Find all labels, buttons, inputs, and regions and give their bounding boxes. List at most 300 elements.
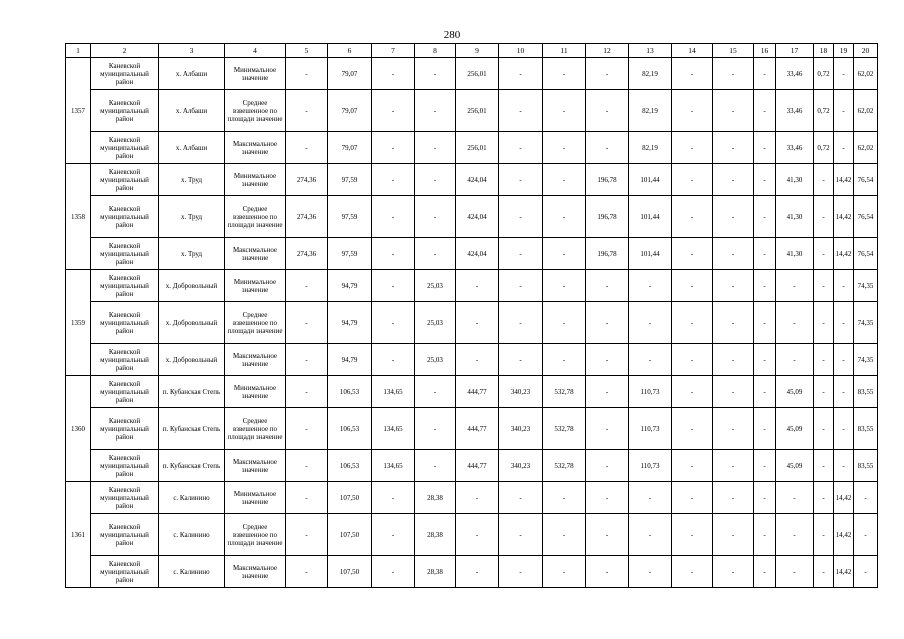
value-cell: - xyxy=(586,58,629,90)
value-cell: - xyxy=(415,408,456,450)
value-cell: 94,79 xyxy=(328,270,372,302)
value-cell: - xyxy=(814,450,834,482)
value-cell: 94,79 xyxy=(328,344,372,376)
settlement-cell: с. Калинино xyxy=(159,514,225,556)
value-cell: - xyxy=(499,132,543,164)
value-cell: - xyxy=(415,164,456,196)
value-cell: - xyxy=(415,376,456,408)
settlement-cell: х. Албаши xyxy=(159,58,225,90)
value-cell: - xyxy=(372,90,415,132)
table-row xyxy=(66,408,878,450)
value-cell: 196,78 xyxy=(586,164,629,196)
value-cell: - xyxy=(372,58,415,90)
value-cell: 79,07 xyxy=(328,90,372,132)
value-cell: - xyxy=(456,482,499,514)
value-cell: - xyxy=(672,238,713,270)
value-cell: - xyxy=(372,238,415,270)
table-row xyxy=(66,58,878,90)
value-cell: - xyxy=(713,238,754,270)
value-cell: - xyxy=(372,164,415,196)
value-cell: - xyxy=(672,196,713,238)
value-cell: - xyxy=(754,482,776,514)
value-cell: - xyxy=(754,164,776,196)
value-cell: - xyxy=(415,238,456,270)
value-cell: 101,44 xyxy=(629,238,672,270)
value-cell: - xyxy=(713,164,754,196)
row-number-cell: 1359 xyxy=(66,270,91,376)
settlement-cell: х. Труд xyxy=(159,164,225,196)
value-cell: - xyxy=(456,556,499,588)
value-cell: - xyxy=(543,58,586,90)
value-cell: - xyxy=(814,344,834,376)
value-cell: 0,72 xyxy=(814,90,834,132)
column-header: 18 xyxy=(814,44,834,58)
column-header: 12 xyxy=(586,44,629,58)
value-cell: 74,35 xyxy=(854,302,878,344)
value-cell: - xyxy=(543,270,586,302)
value-cell: 106,53 xyxy=(328,408,372,450)
district-cell: Каневской муниципальный район xyxy=(91,302,159,344)
value-cell: - xyxy=(814,376,834,408)
value-cell: - xyxy=(672,482,713,514)
value-cell: - xyxy=(372,556,415,588)
column-header: 13 xyxy=(629,44,672,58)
value-cell: 101,44 xyxy=(629,196,672,238)
value-cell: - xyxy=(286,302,328,344)
value-cell: - xyxy=(713,132,754,164)
value-cell: - xyxy=(713,556,754,588)
settlement-cell: п. Кубанская Степь xyxy=(159,408,225,450)
value-cell: 74,35 xyxy=(854,270,878,302)
value-cell: - xyxy=(372,270,415,302)
value-cell: - xyxy=(499,270,543,302)
value-cell: - xyxy=(286,132,328,164)
value-cell: - xyxy=(854,556,878,588)
value-cell: - xyxy=(286,408,328,450)
value-cell: 424,04 xyxy=(456,164,499,196)
value-cell: 256,01 xyxy=(456,58,499,90)
value-cell: - xyxy=(629,556,672,588)
value-cell: 83,55 xyxy=(854,376,878,408)
district-cell: Каневской муниципальный район xyxy=(91,482,159,514)
value-cell: 274,36 xyxy=(286,164,328,196)
settlement-cell: п. Кубанская Степь xyxy=(159,450,225,482)
value-cell: - xyxy=(499,164,543,196)
value-cell: - xyxy=(543,90,586,132)
settlement-cell: х. Добровольный xyxy=(159,270,225,302)
value-cell: - xyxy=(754,90,776,132)
value-cell: - xyxy=(854,514,878,556)
value-cell: - xyxy=(586,482,629,514)
value-cell: - xyxy=(854,482,878,514)
value-cell: 274,36 xyxy=(286,238,328,270)
value-cell: - xyxy=(754,450,776,482)
column-header: 9 xyxy=(456,44,499,58)
value-cell: - xyxy=(713,408,754,450)
value-cell: - xyxy=(814,270,834,302)
table-row xyxy=(66,556,878,588)
value-cell: - xyxy=(672,556,713,588)
value-cell: 82,19 xyxy=(629,132,672,164)
value-cell: - xyxy=(543,238,586,270)
value-cell: - xyxy=(629,270,672,302)
value-cell: 532,78 xyxy=(543,450,586,482)
value-cell: 25,03 xyxy=(415,344,456,376)
value-cell: - xyxy=(586,556,629,588)
value-cell: - xyxy=(586,344,629,376)
value-cell: 41,30 xyxy=(776,238,814,270)
value-cell: - xyxy=(543,556,586,588)
value-cell: 196,78 xyxy=(586,238,629,270)
district-cell: Каневской муниципальный район xyxy=(91,58,159,90)
value-cell: 28,38 xyxy=(415,482,456,514)
value-cell: - xyxy=(754,514,776,556)
value-cell: - xyxy=(286,514,328,556)
value-type-cell: Минимальное значение xyxy=(225,58,286,90)
value-cell: 532,78 xyxy=(543,376,586,408)
table-row xyxy=(66,450,878,482)
district-cell: Каневской муниципальный район xyxy=(91,90,159,132)
value-cell: 134,65 xyxy=(372,408,415,450)
value-cell: - xyxy=(372,132,415,164)
value-cell: 45,09 xyxy=(776,376,814,408)
value-cell: - xyxy=(776,482,814,514)
column-header: 10 xyxy=(499,44,543,58)
value-cell: - xyxy=(776,514,814,556)
table-row xyxy=(66,270,878,302)
value-cell: - xyxy=(834,58,854,90)
value-cell: - xyxy=(372,514,415,556)
value-type-cell: Минимальное значение xyxy=(225,270,286,302)
value-cell: - xyxy=(672,408,713,450)
district-cell: Каневской муниципальный район xyxy=(91,376,159,408)
table-row xyxy=(66,132,878,164)
value-type-cell: Максимальное значение xyxy=(225,450,286,482)
value-cell: 101,44 xyxy=(629,164,672,196)
value-cell: - xyxy=(834,376,854,408)
column-header: 8 xyxy=(415,44,456,58)
value-cell: 76,54 xyxy=(854,238,878,270)
value-cell: - xyxy=(672,344,713,376)
value-cell: 76,54 xyxy=(854,196,878,238)
value-cell: 83,55 xyxy=(854,450,878,482)
value-cell: - xyxy=(415,196,456,238)
value-cell: 33,46 xyxy=(776,90,814,132)
value-cell: - xyxy=(814,514,834,556)
value-cell: - xyxy=(586,302,629,344)
value-cell: 83,55 xyxy=(854,408,878,450)
district-cell: Каневской муниципальный район xyxy=(91,164,159,196)
value-cell: - xyxy=(456,344,499,376)
value-cell: 14,42 xyxy=(834,238,854,270)
value-cell: 45,09 xyxy=(776,450,814,482)
district-cell: Каневской муниципальный район xyxy=(91,344,159,376)
value-cell: - xyxy=(776,556,814,588)
district-cell: Каневской муниципальный район xyxy=(91,132,159,164)
value-cell: 79,07 xyxy=(328,58,372,90)
value-cell: - xyxy=(754,132,776,164)
value-cell: - xyxy=(499,302,543,344)
value-cell: - xyxy=(372,196,415,238)
value-cell: - xyxy=(415,132,456,164)
column-header: 15 xyxy=(713,44,754,58)
row-number-cell: 1361 xyxy=(66,482,91,588)
value-cell: - xyxy=(672,302,713,344)
value-cell: 14,42 xyxy=(834,482,854,514)
value-cell: - xyxy=(814,408,834,450)
settlement-cell: х. Труд xyxy=(159,238,225,270)
settlement-cell: х. Албаши xyxy=(159,132,225,164)
value-cell: 28,38 xyxy=(415,556,456,588)
value-cell: 424,04 xyxy=(456,238,499,270)
value-cell: 28,38 xyxy=(415,514,456,556)
row-number-cell: 1358 xyxy=(66,164,91,270)
value-cell: - xyxy=(372,482,415,514)
value-cell: - xyxy=(286,482,328,514)
value-cell: - xyxy=(754,58,776,90)
value-cell: - xyxy=(543,344,586,376)
district-cell: Каневской муниципальный район xyxy=(91,408,159,450)
value-cell: - xyxy=(754,408,776,450)
column-header: 17 xyxy=(776,44,814,58)
value-type-cell: Максимальное значение xyxy=(225,556,286,588)
value-cell: 14,42 xyxy=(834,514,854,556)
value-cell: - xyxy=(713,376,754,408)
value-cell: - xyxy=(672,164,713,196)
value-cell: - xyxy=(286,376,328,408)
value-cell: - xyxy=(834,132,854,164)
value-cell: - xyxy=(754,270,776,302)
value-cell: - xyxy=(713,58,754,90)
value-cell: - xyxy=(713,196,754,238)
value-cell: - xyxy=(776,302,814,344)
value-type-cell: Минимальное значение xyxy=(225,376,286,408)
value-cell: - xyxy=(834,302,854,344)
table-row xyxy=(66,164,878,196)
value-cell: 74,35 xyxy=(854,344,878,376)
value-cell: - xyxy=(286,58,328,90)
value-cell: 14,42 xyxy=(834,164,854,196)
value-cell: - xyxy=(499,58,543,90)
header-row xyxy=(66,44,878,58)
value-cell: - xyxy=(754,556,776,588)
value-cell: 0,72 xyxy=(814,132,834,164)
value-type-cell: Минимальное значение xyxy=(225,164,286,196)
column-header: 11 xyxy=(543,44,586,58)
settlement-cell: с. Калинино xyxy=(159,482,225,514)
column-header: 4 xyxy=(225,44,286,58)
value-cell: 33,46 xyxy=(776,132,814,164)
value-cell: - xyxy=(586,408,629,450)
value-cell: 45,09 xyxy=(776,408,814,450)
value-cell: - xyxy=(499,238,543,270)
value-cell: - xyxy=(713,344,754,376)
value-cell: - xyxy=(586,132,629,164)
value-cell: - xyxy=(814,482,834,514)
value-cell: - xyxy=(629,302,672,344)
value-cell: - xyxy=(834,408,854,450)
value-type-cell: Максимальное значение xyxy=(225,238,286,270)
value-cell: - xyxy=(713,450,754,482)
value-type-cell: Среднее взвешенное по площади значение xyxy=(225,196,286,238)
value-cell: 79,07 xyxy=(328,132,372,164)
value-cell: 97,59 xyxy=(328,238,372,270)
value-cell: - xyxy=(629,514,672,556)
table-row xyxy=(66,302,878,344)
value-cell: 444,77 xyxy=(456,408,499,450)
column-header: 16 xyxy=(754,44,776,58)
table-row xyxy=(66,238,878,270)
value-type-cell: Среднее взвешенное по площади значение xyxy=(225,90,286,132)
value-cell: - xyxy=(713,482,754,514)
value-type-cell: Среднее взвешенное по площади значение xyxy=(225,408,286,450)
value-cell: - xyxy=(834,90,854,132)
value-cell: - xyxy=(456,514,499,556)
value-cell: 340,23 xyxy=(499,376,543,408)
value-cell: 444,77 xyxy=(456,376,499,408)
value-cell: 25,03 xyxy=(415,302,456,344)
value-cell: - xyxy=(814,238,834,270)
district-cell: Каневской муниципальный район xyxy=(91,450,159,482)
value-cell: 134,65 xyxy=(372,450,415,482)
value-cell: 106,53 xyxy=(328,450,372,482)
value-cell: 25,03 xyxy=(415,270,456,302)
column-header: 20 xyxy=(854,44,878,58)
value-cell: 340,23 xyxy=(499,450,543,482)
value-cell: - xyxy=(713,302,754,344)
value-cell: - xyxy=(672,450,713,482)
value-cell: - xyxy=(814,302,834,344)
value-cell: - xyxy=(499,344,543,376)
value-cell: - xyxy=(286,344,328,376)
value-cell: - xyxy=(286,90,328,132)
value-cell: - xyxy=(713,90,754,132)
value-cell: - xyxy=(586,90,629,132)
value-cell: - xyxy=(672,270,713,302)
value-cell: 41,30 xyxy=(776,196,814,238)
value-cell: 62,02 xyxy=(854,132,878,164)
settlement-cell: п. Кубанская Степь xyxy=(159,376,225,408)
page-number: 280 xyxy=(443,29,461,41)
value-cell: - xyxy=(543,482,586,514)
value-cell: - xyxy=(672,132,713,164)
table-row xyxy=(66,344,878,376)
value-cell: 0,72 xyxy=(814,58,834,90)
value-type-cell: Минимальное значение xyxy=(225,482,286,514)
value-cell: - xyxy=(629,344,672,376)
value-cell: - xyxy=(754,238,776,270)
settlement-cell: с. Калинино xyxy=(159,556,225,588)
value-cell: 107,50 xyxy=(328,482,372,514)
value-cell: - xyxy=(415,90,456,132)
value-cell: - xyxy=(672,58,713,90)
value-cell: - xyxy=(372,344,415,376)
value-cell: - xyxy=(543,514,586,556)
value-cell: - xyxy=(713,270,754,302)
value-cell: - xyxy=(754,344,776,376)
value-cell: - xyxy=(629,482,672,514)
value-cell: 82,19 xyxy=(629,58,672,90)
table-row xyxy=(66,514,878,556)
column-header: 5 xyxy=(286,44,328,58)
value-cell: - xyxy=(834,344,854,376)
value-cell: - xyxy=(776,270,814,302)
value-cell: 256,01 xyxy=(456,132,499,164)
table-row xyxy=(66,90,878,132)
value-cell: - xyxy=(543,196,586,238)
row-number-cell: 1360 xyxy=(66,376,91,482)
settlement-cell: х. Албаши xyxy=(159,90,225,132)
value-cell: - xyxy=(499,514,543,556)
table-row xyxy=(66,482,878,514)
value-cell: - xyxy=(776,344,814,376)
row-number-cell: 1357 xyxy=(66,58,91,164)
column-header: 6 xyxy=(328,44,372,58)
value-cell: 14,42 xyxy=(834,196,854,238)
value-cell: - xyxy=(754,302,776,344)
value-cell: - xyxy=(672,514,713,556)
value-cell: - xyxy=(834,270,854,302)
table-body xyxy=(66,44,878,588)
value-type-cell: Среднее взвешенное по площади значение xyxy=(225,514,286,556)
value-cell: - xyxy=(586,376,629,408)
settlement-cell: х. Добровольный xyxy=(159,302,225,344)
value-cell: 340,23 xyxy=(499,408,543,450)
value-cell: 33,46 xyxy=(776,58,814,90)
value-cell: 134,65 xyxy=(372,376,415,408)
value-cell: 196,78 xyxy=(586,196,629,238)
value-cell: - xyxy=(499,90,543,132)
value-cell: 76,54 xyxy=(854,164,878,196)
value-cell: 110,73 xyxy=(629,376,672,408)
value-cell: - xyxy=(754,376,776,408)
column-header: 14 xyxy=(672,44,713,58)
value-cell: - xyxy=(543,302,586,344)
value-cell: - xyxy=(415,450,456,482)
value-cell: - xyxy=(672,376,713,408)
value-cell: - xyxy=(499,196,543,238)
value-cell: - xyxy=(456,302,499,344)
value-type-cell: Максимальное значение xyxy=(225,132,286,164)
value-cell: - xyxy=(713,514,754,556)
settlement-cell: х. Труд xyxy=(159,196,225,238)
value-type-cell: Максимальное значение xyxy=(225,344,286,376)
value-cell: 14,42 xyxy=(834,556,854,588)
value-cell: 82,19 xyxy=(629,90,672,132)
value-cell: - xyxy=(586,514,629,556)
value-cell: - xyxy=(543,132,586,164)
value-cell: 110,73 xyxy=(629,450,672,482)
column-header: 2 xyxy=(91,44,159,58)
settlement-cell: х. Добровольный xyxy=(159,344,225,376)
value-cell: - xyxy=(286,450,328,482)
column-header: 3 xyxy=(159,44,225,58)
value-type-cell: Среднее взвешенное по площади значение xyxy=(225,302,286,344)
value-cell: 62,02 xyxy=(854,90,878,132)
value-cell: - xyxy=(754,196,776,238)
column-header: 19 xyxy=(834,44,854,58)
value-cell: 107,50 xyxy=(328,514,372,556)
value-cell: - xyxy=(286,270,328,302)
value-cell: - xyxy=(372,302,415,344)
value-cell: - xyxy=(499,482,543,514)
column-header: 1 xyxy=(66,44,91,58)
value-cell: 444,77 xyxy=(456,450,499,482)
value-cell: - xyxy=(456,270,499,302)
value-cell: - xyxy=(586,270,629,302)
value-cell: 256,01 xyxy=(456,90,499,132)
district-cell: Каневской муниципальный район xyxy=(91,238,159,270)
